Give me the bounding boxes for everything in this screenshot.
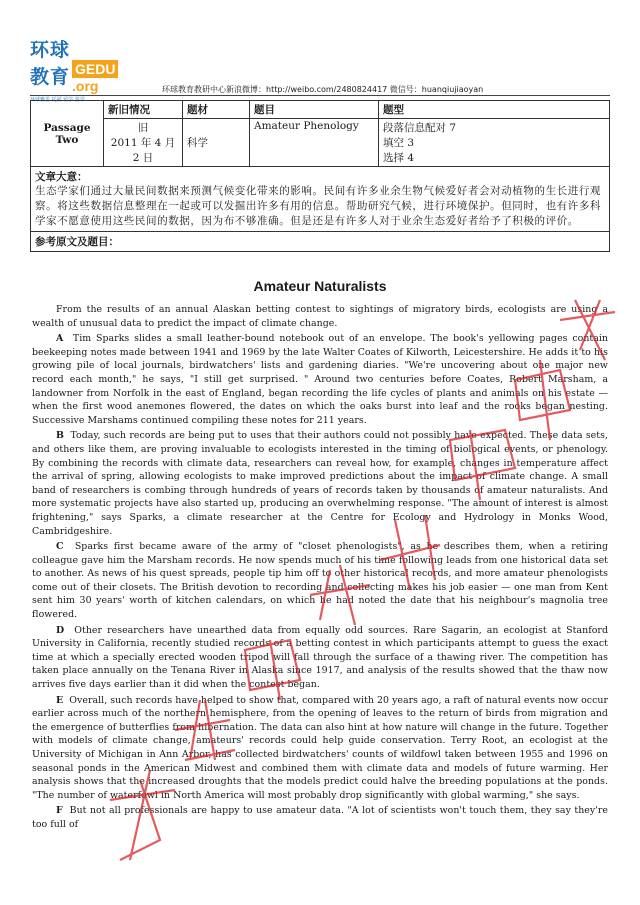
article-title: Amateur Naturalists	[253, 278, 387, 294]
weibo-line: 环球教育教研中心新浪微博：http://weibo.com/2480824417 微信号：huanqiujiaoyan	[162, 85, 484, 94]
date-line-1: 2011 年 4 月	[110, 137, 176, 149]
types-cell	[379, 119, 610, 167]
article	[30, 270, 610, 834]
header-topic: 题材	[183, 101, 250, 119]
type-item: 填空 3	[383, 137, 415, 149]
header-title: 题目	[250, 101, 379, 119]
paragraph-text: Other researchers have unearthed data from equally odd sources. Rare Sagarin, an ecologist at Stanford University in California, recently studied records of a betting contest in which participants attempt to guess the exact time at which a specially erected wooden tripod will fall through the surface of a thawing river. The competition has taken place annually on the Tenana River in Alaska since 1917, and analysis of the results showed that the thaw now arrives five days earlier than it did when the contest began.	[32, 624, 608, 691]
paragraph-label: B	[56, 430, 64, 442]
summary-box	[30, 167, 610, 252]
paragraph-text: Tim Sparks slides a small leather-bound notebook out of an envelope. The book's yellowing pages contain beekeeping notes made between 1941 and 1969 by the late Walter Coates of Kilworth, Leicestershire. He adds it to his growing pile of local journals, birdwatchers' lists and gardening diaries. "We're uncovering about one major new record each month," he says, "I still get surprised. " Around two centuries before Coates, Robert Marsham, a landowner from Norfolk in the east of England, began recording the life cycles of plants and animals on his estate — when the first wood anemones flowered, the dates on which the oaks burst into leaf and the rooks began nesting. Successive Marshams continued compiling these notes for 211 years.	[32, 333, 609, 426]
gedu-logo	[30, 40, 120, 103]
paragraph-label: F	[56, 805, 63, 817]
passage-label-1: Passage	[43, 121, 91, 134]
paragraph-text: Today, such records are being put to uses that their authors could not possibly have expected. These data sets, and others like them, are proving invaluable to ecologists interested in the timing of biological events, or phenology. By combining the records with climate data, researchers can reveal how, for example, changes in temperature affect the arrival of spring, allowing ecologists to make improved predictions about the impact of climate change. A small band of researchers is combing through hundreds of years of records taken by thousands of amateur naturalists. And more systematic projects have also started up, producing an overwhelming response. "The amount of interest is almost frightening," says Sparks, a climate researcher at the Centre for Ecology and Hydrology in Monks Wood, Cambridgeshire.	[32, 430, 608, 537]
summary-heading: 文章大意：	[35, 171, 88, 183]
reference-heading: 参考原文及题目：	[31, 231, 609, 251]
paragraph-f	[32, 804, 608, 831]
paragraph-a	[32, 332, 608, 427]
header-types: 题型	[379, 101, 610, 119]
passage-info-table	[30, 100, 610, 167]
logo-org: .org	[72, 78, 99, 94]
paragraph-label: D	[56, 624, 65, 636]
type-item: 选择 4	[383, 152, 415, 164]
paragraph-label: A	[56, 333, 64, 345]
date-line-2: 2 日	[132, 152, 154, 164]
paragraph-label: E	[56, 694, 64, 706]
status-value: 旧	[137, 122, 149, 134]
passage-label-2: Two	[55, 133, 79, 146]
title-cell: Amateur Phenology	[250, 119, 379, 167]
logo-cn-line-2: 教育	[30, 66, 71, 88]
logo-en: GEDU	[72, 60, 118, 78]
topic-cell: 科学	[183, 119, 250, 167]
page-header	[0, 0, 640, 103]
article-intro: From the results of an annual Alaskan betting contest to sightings of migratory birds, ecologists are using a wealth of unusual data to predict the impact of climate change.	[32, 304, 608, 329]
paragraph-c	[32, 540, 608, 622]
paragraph-label: C	[56, 541, 64, 553]
paragraph-text: Sparks first became aware of the army of "closet phenologists", as he describes them, when a retiring colleague gave him the Marsham records. He now spends much of his time following leads from one historical data set to another. As news of his quest spreads, people tip him off to other historical records, and more amateur phenologists come out of their closets. The British devotion to recording and collecting makes his job easier — one man from Kent sent him 30 years' worth of kitchen calendars, on which he had noted the date that his neighbour's magnolia tree flowered.	[32, 541, 609, 621]
paragraph-b	[32, 429, 608, 538]
logo-slogan: 环球雅思 托福 留学 游学	[30, 97, 85, 103]
summary-text: 生态学家们通过大量民间数据来预测气候变化带来的影响。民间有许多业余生物气候爱好者会对动植物的生长进行观察。将这些数据信息整理在一起或可以发掘出许多有用的信息。帮助研究气候，进行环境保护。但同时，也有许多科学家不愿意使用这些民间的数据，因为布不够准确。但是还是有许多人对于业余生态爱好者给予了积极的评价。	[35, 185, 602, 227]
paragraph-text: Overall, such records have helped to show that, compared with 20 years ago, a raft of natural events now occur earlier across much of the northern hemisphere, from the opening of leaves to the return of birds from migration and the emergence of butterflies from hibernation. The data can also hint at how nature will change in the future. Together with models of climate change, amateurs' records could help guide conservation. Terry Root, an ecologist at the University of Michigan in Ann Arbor, has collected birdwatchers' counts of wildfowl taken between 1955 and 1996 on seasonal ponds in the American Midwest and combined them with climate data and models of future warming. Her analysis shows that the increased droughts that the models predict could halve the breeding populations at the ponds. "The number of waterfowl in North America will most probably drop significantly with global warming," she says.	[32, 694, 608, 801]
paragraph-e	[32, 694, 608, 803]
passage-label-cell	[31, 101, 104, 167]
paragraph-d	[32, 624, 608, 692]
logo-cn-line-1: 环球	[30, 39, 71, 61]
status-cell	[104, 119, 183, 167]
paragraph-text: But not all professionals are happy to use amateur data. "A lot of scientists won't touch them, they say they're too full of	[32, 805, 608, 830]
type-item: 段落信息配对 7	[383, 122, 457, 134]
header-status: 新旧情况	[104, 101, 183, 119]
header-divider	[30, 95, 610, 96]
